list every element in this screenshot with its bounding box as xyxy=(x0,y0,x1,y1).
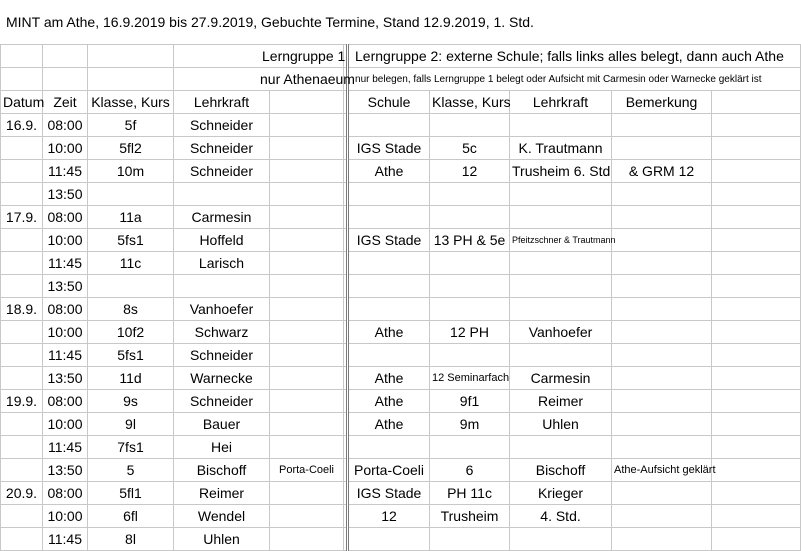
cell-empty[interactable] xyxy=(712,528,801,551)
schedule-table xyxy=(0,44,801,551)
cell-klasse-kurs-1[interactable]: 6fl xyxy=(88,505,174,528)
cell-schule[interactable]: IGS Stade xyxy=(348,229,430,252)
cell-schule[interactable]: Athe xyxy=(348,160,430,183)
cell-klasse-kurs-1[interactable]: 5 xyxy=(88,459,174,482)
cell-lehrkraft-2[interactable]: Uhlen xyxy=(510,413,612,436)
cell-lehrkraft-1[interactable]: Schneider xyxy=(174,344,270,367)
table-row xyxy=(1,482,801,505)
cell-schule[interactable] xyxy=(348,206,430,229)
table-row xyxy=(1,528,801,551)
cell-zeit[interactable]: 11:45 xyxy=(43,344,88,367)
table-row xyxy=(1,137,801,160)
cell-lehrkraft-2[interactable] xyxy=(510,436,612,459)
cell-zeit[interactable]: 08:00 xyxy=(43,114,88,137)
cell-lehrkraft-1[interactable]: Reimer xyxy=(174,482,270,505)
cell-lehrkraft-1[interactable]: Larisch xyxy=(174,252,270,275)
cell-schule[interactable]: IGS Stade xyxy=(348,137,430,160)
cell-lehrkraft-1[interactable]: Schneider xyxy=(174,160,270,183)
cell-lehrkraft-2[interactable] xyxy=(510,344,612,367)
cell-klasse-kurs-1[interactable] xyxy=(88,275,174,298)
cell-lehrkraft-2[interactable]: 4. Std. xyxy=(510,505,612,528)
cell-schule[interactable]: Athe xyxy=(348,321,430,344)
cell-klasse-kurs-2[interactable]: 13 PH & 5e xyxy=(430,229,510,252)
cell-lehrkraft-1[interactable]: Schneider xyxy=(174,114,270,137)
col-zeit[interactable]: Zeit xyxy=(43,91,88,114)
cell-schule[interactable]: IGS Stade xyxy=(348,482,430,505)
cell-schule[interactable]: Athe xyxy=(348,390,430,413)
cell-lehrkraft-2[interactable] xyxy=(510,206,612,229)
cell-extra[interactable] xyxy=(270,160,344,183)
table-row xyxy=(1,344,801,367)
cell-schule[interactable] xyxy=(348,436,430,459)
cell-extra[interactable] xyxy=(270,137,344,160)
cell-zeit[interactable]: 13:50 xyxy=(43,367,88,390)
group2-subtitle[interactable]: nur belegen, falls Lerngruppe 1 belegt oder Aufsicht mit Carmesin oder Warnecke geklärt ist xyxy=(348,68,801,91)
col-lehrkraft-1[interactable]: Lehrkraft xyxy=(174,91,270,114)
table-row xyxy=(1,436,801,459)
cell-datum[interactable] xyxy=(1,367,43,390)
cell-klasse-kurs-1[interactable]: 10f2 xyxy=(88,321,174,344)
cell-bemerkung[interactable] xyxy=(612,229,712,252)
table-row xyxy=(1,321,801,344)
cell-klasse-kurs-2[interactable]: PH 11c xyxy=(430,482,510,505)
cell-extra[interactable] xyxy=(270,183,344,206)
col-schule[interactable]: Schule xyxy=(348,91,430,114)
cell-klasse-kurs-2[interactable] xyxy=(430,344,510,367)
cell-zeit[interactable]: 11:45 xyxy=(43,252,88,275)
cell-datum[interactable] xyxy=(1,505,43,528)
cell-lehrkraft-2[interactable]: Trusheim 6. Std xyxy=(510,160,612,183)
cell-datum[interactable] xyxy=(1,413,43,436)
cell-empty[interactable] xyxy=(712,229,801,252)
cell-zeit[interactable]: 10:00 xyxy=(43,229,88,252)
table-row xyxy=(1,206,801,229)
cell-extra[interactable] xyxy=(270,298,344,321)
table-row xyxy=(1,298,801,321)
cell-extra[interactable] xyxy=(270,344,344,367)
table-row xyxy=(1,367,801,390)
cell-lehrkraft-1[interactable]: Uhlen xyxy=(174,528,270,551)
cell-lehrkraft-2[interactable] xyxy=(510,528,612,551)
cell-lehrkraft-1[interactable] xyxy=(174,183,270,206)
cell-zeit[interactable]: 13:50 xyxy=(43,275,88,298)
cell-klasse-kurs-2[interactable]: Trusheim xyxy=(430,505,510,528)
cell-lehrkraft-1[interactable]: Warnecke xyxy=(174,367,270,390)
cell-extra[interactable] xyxy=(270,482,344,505)
cell-zeit[interactable]: 10:00 xyxy=(43,413,88,436)
cell-lehrkraft-2[interactable] xyxy=(510,183,612,206)
cell-klasse-kurs-1[interactable] xyxy=(88,183,174,206)
cell-lehrkraft-1[interactable]: Hoffeld xyxy=(174,229,270,252)
cell-datum[interactable]: 18.9. xyxy=(1,298,43,321)
cell-klasse-kurs-2[interactable] xyxy=(430,206,510,229)
cell-lehrkraft-2[interactable]: Carmesin xyxy=(510,367,612,390)
cell-empty[interactable] xyxy=(712,321,801,344)
cell-bemerkung[interactable]: & GRM 12 xyxy=(612,160,712,183)
sheet-title: MINT am Athe, 16.9.2019 bis 27.9.2019, Gebuchte Termine, Stand 12.9.2019, 1. Std. xyxy=(6,14,534,30)
cell-schule[interactable] xyxy=(348,344,430,367)
cell-klasse-kurs-2[interactable]: 12 xyxy=(430,160,510,183)
cell-datum[interactable] xyxy=(1,275,43,298)
cell-bemerkung[interactable] xyxy=(612,367,712,390)
cell-schule[interactable] xyxy=(348,298,430,321)
cell-zeit[interactable]: 08:00 xyxy=(43,482,88,505)
cell-schule[interactable] xyxy=(348,252,430,275)
cell-klasse-kurs-1[interactable]: 5fs1 xyxy=(88,229,174,252)
cell-datum[interactable] xyxy=(1,137,43,160)
cell-datum[interactable] xyxy=(1,344,43,367)
cell-schule[interactable] xyxy=(348,275,430,298)
cell-lehrkraft-1[interactable]: Schwarz xyxy=(174,321,270,344)
cell-lehrkraft-2[interactable] xyxy=(510,275,612,298)
cell-empty[interactable] xyxy=(712,390,801,413)
cell-schule[interactable] xyxy=(348,114,430,137)
cell-klasse-kurs-2[interactable] xyxy=(430,436,510,459)
cell-klasse-kurs-1[interactable]: 5fl1 xyxy=(88,482,174,505)
cell-zeit[interactable]: 11:45 xyxy=(43,528,88,551)
cell-extra[interactable] xyxy=(270,436,344,459)
cell-klasse-kurs-1[interactable]: 10m xyxy=(88,160,174,183)
cell-klasse-kurs-1[interactable]: 5fs1 xyxy=(88,344,174,367)
table-row xyxy=(1,160,801,183)
cell-datum[interactable] xyxy=(1,321,43,344)
cell-empty[interactable] xyxy=(712,436,801,459)
cell-schule[interactable]: Athe xyxy=(348,367,430,390)
cell-zeit[interactable]: 10:00 xyxy=(43,321,88,344)
cell-klasse-kurs-1[interactable]: 11d xyxy=(88,367,174,390)
cell-empty[interactable] xyxy=(712,367,801,390)
cell-zeit[interactable]: 08:00 xyxy=(43,390,88,413)
cell-klasse-kurs-2[interactable] xyxy=(430,528,510,551)
cell-empty[interactable] xyxy=(712,482,801,505)
cell-empty[interactable] xyxy=(712,206,801,229)
cell-lehrkraft-2[interactable]: Vanhoefer xyxy=(510,321,612,344)
cell-lehrkraft-2[interactable] xyxy=(510,114,612,137)
cell-klasse-kurs-1[interactable]: 11c xyxy=(88,252,174,275)
cell-extra[interactable] xyxy=(270,390,344,413)
cell-klasse-kurs-1[interactable]: 8l xyxy=(88,528,174,551)
cell-extra[interactable] xyxy=(270,252,344,275)
group-sub-row xyxy=(1,68,801,91)
table-row xyxy=(1,114,801,137)
cell-bemerkung[interactable] xyxy=(612,390,712,413)
cell-schule[interactable] xyxy=(348,528,430,551)
cell-bemerkung[interactable] xyxy=(612,298,712,321)
cell-bemerkung[interactable] xyxy=(612,183,712,206)
cell-klasse-kurs-2[interactable] xyxy=(430,275,510,298)
cell-klasse-kurs-1[interactable]: 5fl2 xyxy=(88,137,174,160)
cell-empty[interactable] xyxy=(712,413,801,436)
cell-datum[interactable]: 16.9. xyxy=(1,114,43,137)
cell-schule[interactable]: Athe xyxy=(348,413,430,436)
cell-lehrkraft-1[interactable]: Wendel xyxy=(174,505,270,528)
cell-lehrkraft-1[interactable]: Schneider xyxy=(174,137,270,160)
cell-empty[interactable] xyxy=(712,183,801,206)
cell-schule[interactable]: Porta-Coeli xyxy=(348,459,430,482)
cell-klasse-kurs-2[interactable]: 12 Seminarfach xyxy=(430,367,510,390)
table-row xyxy=(1,459,801,482)
cell-klasse-kurs-2[interactable]: 6 xyxy=(430,459,510,482)
cell-klasse-kurs-2[interactable]: 5c xyxy=(430,137,510,160)
col-lehrkraft-2[interactable]: Lehrkraft xyxy=(510,91,612,114)
cell-datum[interactable]: 19.9. xyxy=(1,390,43,413)
cell-klasse-kurs-2[interactable] xyxy=(430,298,510,321)
cell-klasse-kurs-1[interactable]: 9l xyxy=(88,413,174,436)
cell-klasse-kurs-1[interactable]: 11a xyxy=(88,206,174,229)
col-bemerkung[interactable]: Bemerkung xyxy=(612,91,712,114)
cell-extra[interactable] xyxy=(270,505,344,528)
cell-lehrkraft-1[interactable]: Hei xyxy=(174,436,270,459)
cell-zeit[interactable]: 10:00 xyxy=(43,505,88,528)
cell-datum[interactable] xyxy=(1,459,43,482)
cell-lehrkraft-2[interactable]: Reimer xyxy=(510,390,612,413)
col-klasse-kurs-1[interactable]: Klasse, Kurs xyxy=(88,91,174,114)
cell-schule[interactable]: 12 xyxy=(348,505,430,528)
cell-lehrkraft-2[interactable]: Krieger xyxy=(510,482,612,505)
cell-empty[interactable] xyxy=(712,137,801,160)
cell-extra[interactable] xyxy=(270,114,344,137)
cell-datum[interactable] xyxy=(1,160,43,183)
cell-lehrkraft-1[interactable]: Bauer xyxy=(174,413,270,436)
cell-klasse-kurs-2[interactable] xyxy=(430,252,510,275)
cell-empty[interactable] xyxy=(712,298,801,321)
cell-schule[interactable] xyxy=(348,183,430,206)
cell-zeit[interactable]: 08:00 xyxy=(43,298,88,321)
cell-extra[interactable] xyxy=(270,229,344,252)
cell-klasse-kurs-1[interactable]: 5f xyxy=(88,114,174,137)
table-row xyxy=(1,252,801,275)
cell-lehrkraft-1[interactable] xyxy=(174,275,270,298)
cell-bemerkung[interactable] xyxy=(612,114,712,137)
cell-empty[interactable] xyxy=(712,344,801,367)
column-header-row xyxy=(1,91,801,114)
cell-empty[interactable] xyxy=(712,505,801,528)
cell-lehrkraft-2[interactable] xyxy=(510,252,612,275)
cell-extra[interactable] xyxy=(270,528,344,551)
cell-bemerkung[interactable] xyxy=(612,344,712,367)
cell-lehrkraft-1[interactable]: Bischoff xyxy=(174,459,270,482)
cell-bemerkung[interactable] xyxy=(612,436,712,459)
table-row xyxy=(1,413,801,436)
cell-bemerkung[interactable] xyxy=(612,206,712,229)
cell-extra[interactable]: Porta-Coeli xyxy=(270,459,344,482)
cell-datum[interactable] xyxy=(1,252,43,275)
cell-klasse-kurs-2[interactable] xyxy=(430,183,510,206)
cell-lehrkraft-2[interactable] xyxy=(510,298,612,321)
group1-subtitle[interactable]: nur Athenaeum xyxy=(174,68,344,91)
cell-extra[interactable] xyxy=(270,321,344,344)
cell-empty[interactable] xyxy=(712,275,801,298)
cell-empty[interactable] xyxy=(712,160,801,183)
cell-datum[interactable] xyxy=(1,528,43,551)
cell-klasse-kurs-2[interactable]: 9m xyxy=(430,413,510,436)
cell-lehrkraft-2[interactable]: K. Trautmann xyxy=(510,137,612,160)
cell-extra[interactable] xyxy=(270,206,344,229)
cell-bemerkung[interactable] xyxy=(612,321,712,344)
cell-lehrkraft-1[interactable]: Schneider xyxy=(174,390,270,413)
cell-empty[interactable] xyxy=(712,252,801,275)
cell-empty[interactable] xyxy=(712,114,801,137)
col-klasse-kurs-2[interactable]: Klasse, Kurs xyxy=(430,91,510,114)
cell-datum[interactable]: 20.9. xyxy=(1,482,43,505)
table-row xyxy=(1,183,801,206)
cell-zeit[interactable]: 11:45 xyxy=(43,160,88,183)
cell-klasse-kurs-1[interactable]: 8s xyxy=(88,298,174,321)
cell-datum[interactable] xyxy=(1,229,43,252)
cell-klasse-kurs-1[interactable]: 9s xyxy=(88,390,174,413)
cell-zeit[interactable]: 11:45 xyxy=(43,436,88,459)
cell-bemerkung[interactable] xyxy=(612,252,712,275)
cell-lehrkraft-2[interactable]: Pfeitzschner & Trautmann xyxy=(510,229,612,252)
cell-bemerkung[interactable] xyxy=(612,505,712,528)
cell-lehrkraft-1[interactable]: Vanhoefer xyxy=(174,298,270,321)
cell-lehrkraft-2[interactable]: Bischoff xyxy=(510,459,612,482)
table-row xyxy=(1,505,801,528)
cell-zeit[interactable]: 10:00 xyxy=(43,137,88,160)
cell-zeit[interactable]: 13:50 xyxy=(43,183,88,206)
cell-bemerkung[interactable] xyxy=(612,528,712,551)
cell-datum[interactable]: 17.9. xyxy=(1,206,43,229)
table-row xyxy=(1,275,801,298)
table-row xyxy=(1,390,801,413)
cell-datum[interactable] xyxy=(1,183,43,206)
cell-extra[interactable] xyxy=(270,275,344,298)
cell-bemerkung[interactable] xyxy=(612,137,712,160)
cell-extra[interactable] xyxy=(270,367,344,390)
cell-klasse-kurs-1[interactable]: 7fs1 xyxy=(88,436,174,459)
cell-klasse-kurs-2[interactable] xyxy=(430,114,510,137)
cell-bemerkung[interactable]: Athe-Aufsicht geklärt xyxy=(612,459,712,482)
cell-zeit[interactable]: 08:00 xyxy=(43,206,88,229)
group1-title[interactable]: Lerngruppe 1 xyxy=(174,45,344,68)
group-header-row xyxy=(1,45,801,68)
cell-datum[interactable] xyxy=(1,436,43,459)
cell-empty[interactable] xyxy=(712,459,801,482)
col-datum[interactable]: Datum xyxy=(1,91,43,114)
cell-klasse-kurs-2[interactable]: 9f1 xyxy=(430,390,510,413)
cell-zeit[interactable]: 13:50 xyxy=(43,459,88,482)
table-row xyxy=(1,229,801,252)
cell-bemerkung[interactable] xyxy=(612,482,712,505)
cell-bemerkung[interactable] xyxy=(612,413,712,436)
cell-extra[interactable] xyxy=(270,413,344,436)
cell-bemerkung[interactable] xyxy=(612,275,712,298)
group2-title[interactable]: Lerngruppe 2: externe Schule; falls links alles belegt, dann auch Athe xyxy=(348,45,801,68)
cell-lehrkraft-1[interactable]: Carmesin xyxy=(174,206,270,229)
cell-klasse-kurs-2[interactable]: 12 PH xyxy=(430,321,510,344)
